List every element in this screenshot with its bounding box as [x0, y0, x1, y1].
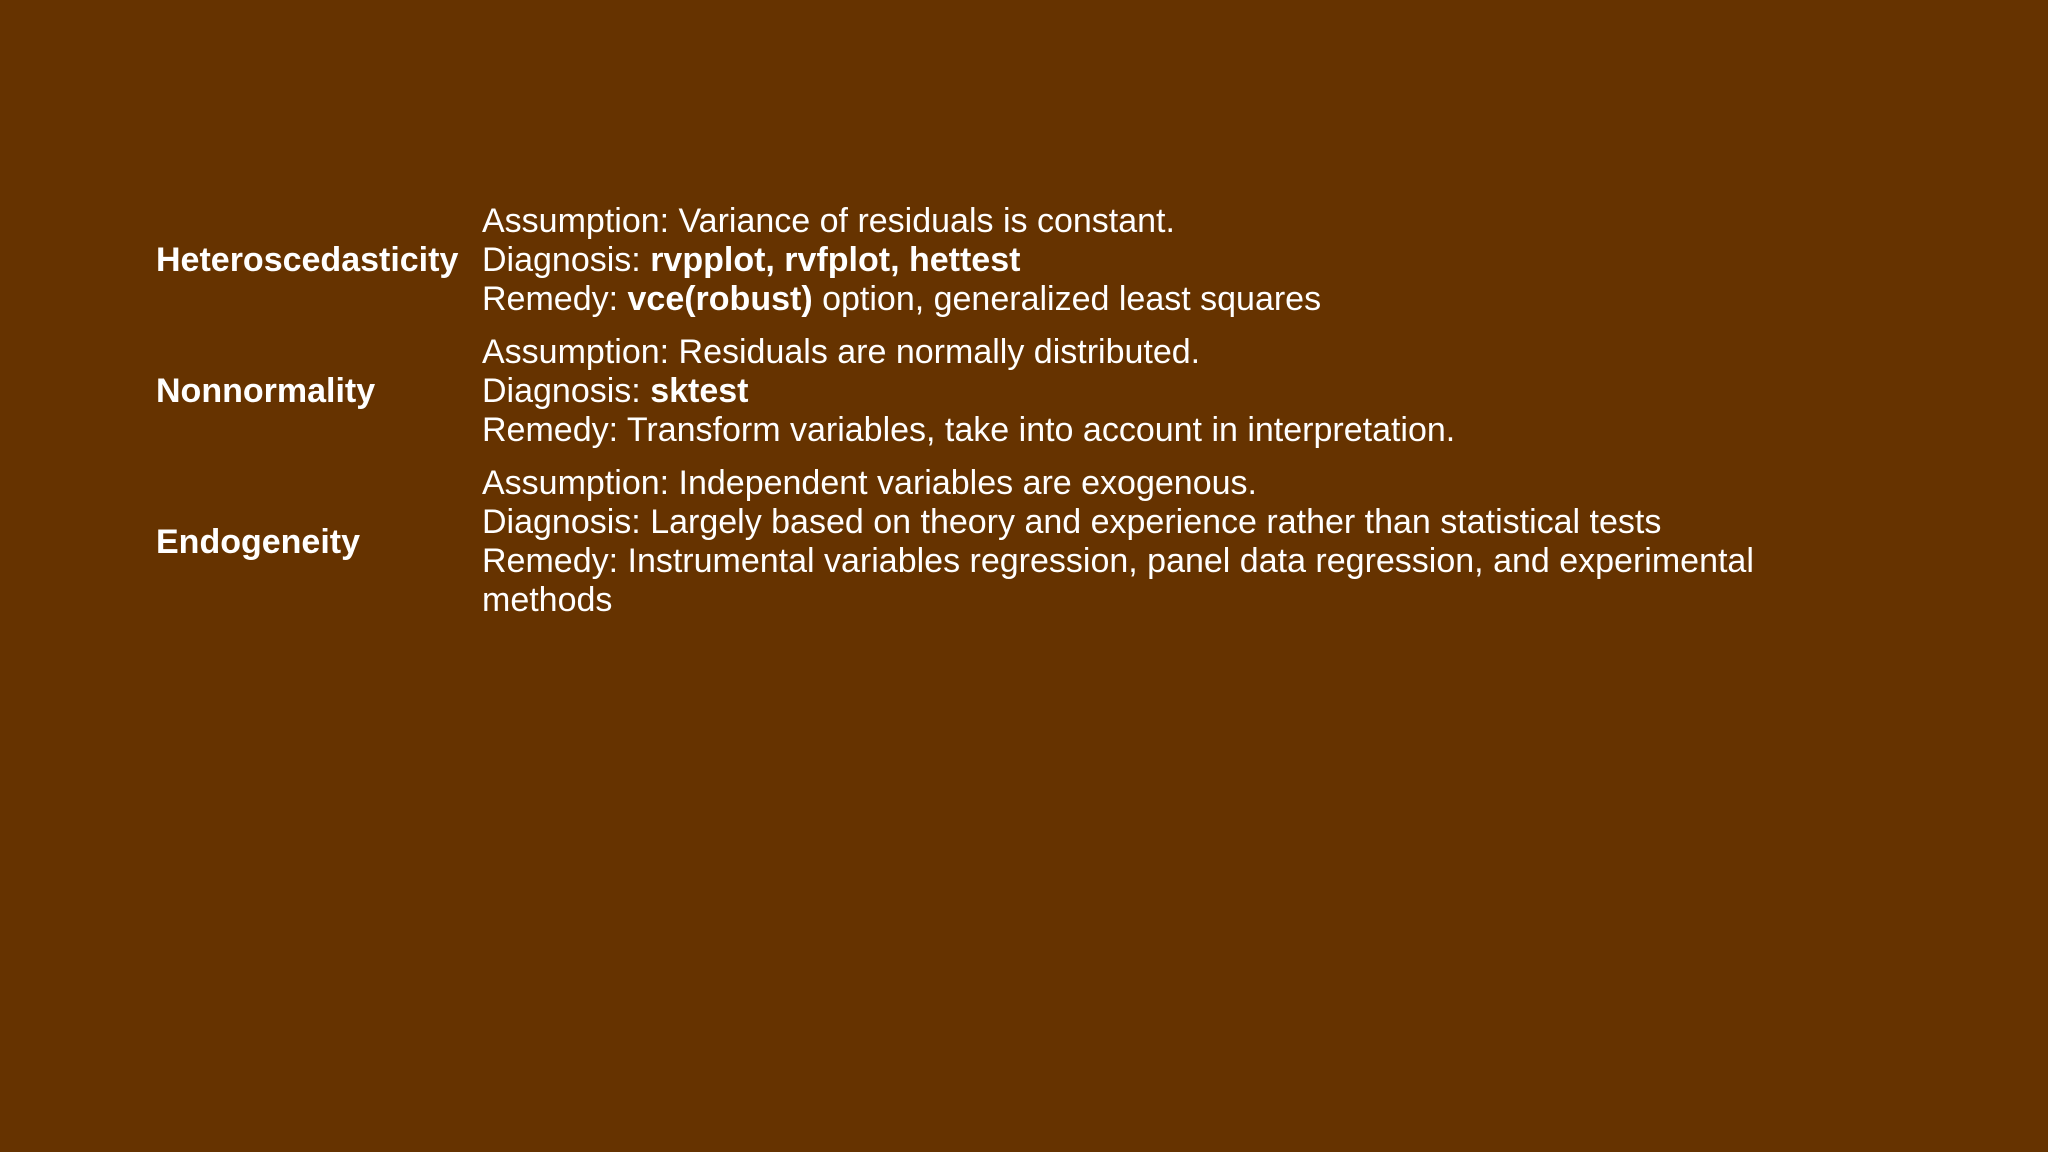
- remedy-line: [482, 411, 1796, 450]
- diagnosis-line: [482, 241, 1796, 280]
- remedy-command: vce(robust): [627, 280, 813, 318]
- assumption-text: Assumption: Variance of residuals is constant.: [482, 202, 1175, 240]
- issue-name: Endogeneity: [156, 522, 361, 561]
- assumption-text: Assumption: Residuals are normally distributed.: [482, 333, 1201, 371]
- remedy-line: [482, 542, 1796, 620]
- diagnosis-line: [482, 503, 1796, 542]
- issue-row-heteroscedasticity: [156, 202, 1796, 319]
- issue-name: Nonnormality: [156, 372, 376, 410]
- remedy-label: Remedy:: [482, 280, 628, 318]
- issue-row-nonnormality: [156, 333, 1796, 450]
- remedy-line: [482, 280, 1796, 319]
- regression-issues-table: [156, 202, 1796, 634]
- remedy-suffix: option, generalized least squares: [812, 280, 1322, 318]
- diagnosis-commands: rvpplot, rvfplot, hettest: [650, 241, 1021, 279]
- diagnosis-label: Diagnosis:: [482, 241, 651, 279]
- diagnosis-text: Diagnosis: Largely based on theory and experience rather than statistical tests: [482, 503, 1662, 541]
- issue-details: [482, 464, 1796, 620]
- issue-row-endogeneity: [156, 464, 1796, 620]
- issue-name: Heteroscedasticity: [156, 241, 459, 279]
- remedy-text: Remedy: Transform variables, take into account in interpretation.: [482, 411, 1456, 449]
- diagnosis-commands: sktest: [650, 372, 749, 410]
- issue-details: [482, 202, 1796, 319]
- diagnosis-label: Diagnosis:: [482, 372, 651, 410]
- remedy-text: Remedy: Instrumental variables regression, panel data regression, and experimental methods: [482, 542, 1754, 619]
- assumption-text: Assumption: Independent variables are exogenous.: [482, 464, 1257, 502]
- issue-details: [482, 333, 1796, 450]
- diagnosis-line: [482, 372, 1796, 411]
